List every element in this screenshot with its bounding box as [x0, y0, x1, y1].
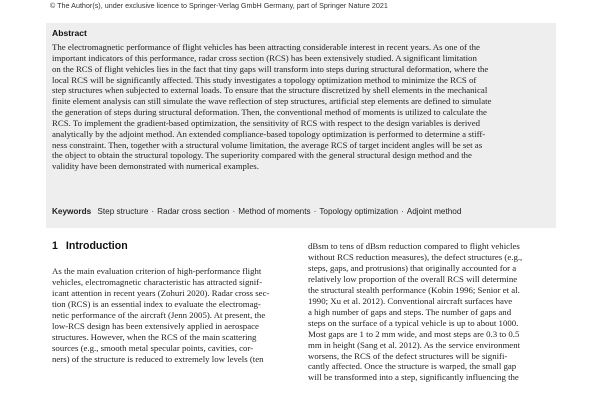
- keyword-separator: ·: [232, 207, 236, 216]
- body-line: sources (e.g., smooth metal specular points, cavities, cor-: [52, 342, 254, 353]
- body-line: structures. However, when the RCS of the main scattering: [52, 331, 257, 342]
- abstract-line: finite element analysis can still simulate the wave reflection of step structures, artificial step elements are defined to simulate: [52, 96, 492, 107]
- section-number: 1: [52, 240, 58, 252]
- body-line: dBsm to tens of dBsm reduction compared to flight vehicles: [308, 241, 520, 251]
- abstract-line: local RCS will be significantly affected. This study investigates a topology optimization method to minimize the RCS of: [52, 74, 477, 85]
- body-line: tion (RCS) is an essential index to evaluate the electromag-: [52, 298, 261, 309]
- body-line: a high number of gaps and steps. The number of gaps and: [308, 306, 512, 317]
- body-line: steps on the surface of a typical vehicle is up to about 1000.: [308, 317, 519, 328]
- abstract-line: analytically by the adjoint method. An extended compliance-based topology optimization is performed to determine a stiff-: [52, 128, 486, 139]
- copyright-notice: © The Author(s), under exclusive licence to Springer-Verlag GmbH Germany, part of Springer Nature 2021: [50, 1, 388, 10]
- body-line: icant attention in recent years (Zohuri 2020). Radar cross sec-: [52, 287, 270, 298]
- section-title: Introduction: [65, 240, 128, 252]
- body-line: netic performance of the aircraft (Jenn 2005). At present, the: [52, 309, 266, 320]
- keyword-item[interactable]: Method of moments: [238, 207, 311, 216]
- abstract-title: Abstract: [52, 28, 87, 38]
- body-line: without RCS reduction measures), the defect structures (e.g.,: [308, 251, 523, 262]
- body-line: worsens, the RCS of the defect structures will be signifi-: [308, 350, 508, 361]
- body-line: ners) of the structure is reduced to extremely low levels (ten: [52, 353, 264, 364]
- abstract-line: the generation of steps during structural deformation. Then, the conventional method of moments is utilized to calculate the: [52, 107, 487, 118]
- abstract-line: RCS. To implement the gradient-based optimization, the sensitivity of RCS with respect to the design variables is derived: [52, 117, 480, 128]
- keywords-label: Keywords: [52, 207, 92, 216]
- abstract-body: [52, 42, 550, 172]
- abstract-line: The electromagnetic performance of flight vehicles has been attracting considerable interest in recent years. As one of the: [52, 42, 480, 52]
- body-line: mm in height (Sang et al. 2012). As the service environment: [308, 339, 521, 350]
- abstract-line: important indicators of this performance, radar cross section (RCS) has been extensively studied. A significant limitation: [52, 52, 477, 63]
- abstract-line: the object to obtain the structural topology. The superiority compared with the general structural design method and the: [52, 150, 472, 161]
- body-line: Most gaps are 1 to 2 mm wide, and most steps are 0.3 to 0.5: [308, 328, 520, 339]
- body-line: relatively low proportion of the overall RCS will determine: [308, 273, 518, 284]
- body-line: will be transformed into a step, significantly influencing the: [308, 372, 519, 383]
- body-line: low-RCS design has been extensively applied in aerospace: [52, 320, 259, 331]
- abstract-line: ness constraint. Then, together with a structural volume limitation, the average RCS of target incident angles will be set as: [52, 139, 483, 150]
- section-heading-introduction: [52, 240, 128, 252]
- abstract-line: on the RCS of flight vehicles lies in the fact that tiny gaps will transform into steps during structural deformation, where the: [52, 63, 489, 74]
- keywords-line: [52, 207, 461, 216]
- body-line: the structural stealth performance (Kobin 1996; Senior et al.: [308, 284, 520, 295]
- body-line: vehicles, electromagnetic characteristic has attracted signif-: [52, 276, 263, 287]
- body-line: cantly affected. Once the structure is warped, the small gap: [308, 361, 517, 372]
- left-text-column: [52, 266, 298, 365]
- keyword-separator: ·: [401, 207, 404, 216]
- body-line: 1990; Xu et al. 2012). Conventional aircraft surfaces have: [308, 295, 513, 306]
- keyword-separator: ·: [151, 207, 155, 216]
- keyword-item[interactable]: Topology optimization: [319, 207, 399, 216]
- keyword-separator: ·: [313, 207, 317, 216]
- keyword-item[interactable]: Step structure: [97, 207, 149, 216]
- abstract-line: validity have been demonstrated with numerical examples.: [52, 161, 259, 172]
- keyword-item[interactable]: Adjoint method: [406, 207, 462, 216]
- body-line: As the main evaluation criterion of high-performance flight: [52, 266, 262, 276]
- body-line: steps, gaps, and protrusions) that originally accounted for a: [308, 262, 517, 273]
- right-text-column: [308, 241, 554, 383]
- keyword-item[interactable]: Radar cross section: [157, 207, 230, 216]
- abstract-line: step structures when subjected to external loads. To ensure that the structure discretized by shell elements in the mechanical: [52, 85, 488, 96]
